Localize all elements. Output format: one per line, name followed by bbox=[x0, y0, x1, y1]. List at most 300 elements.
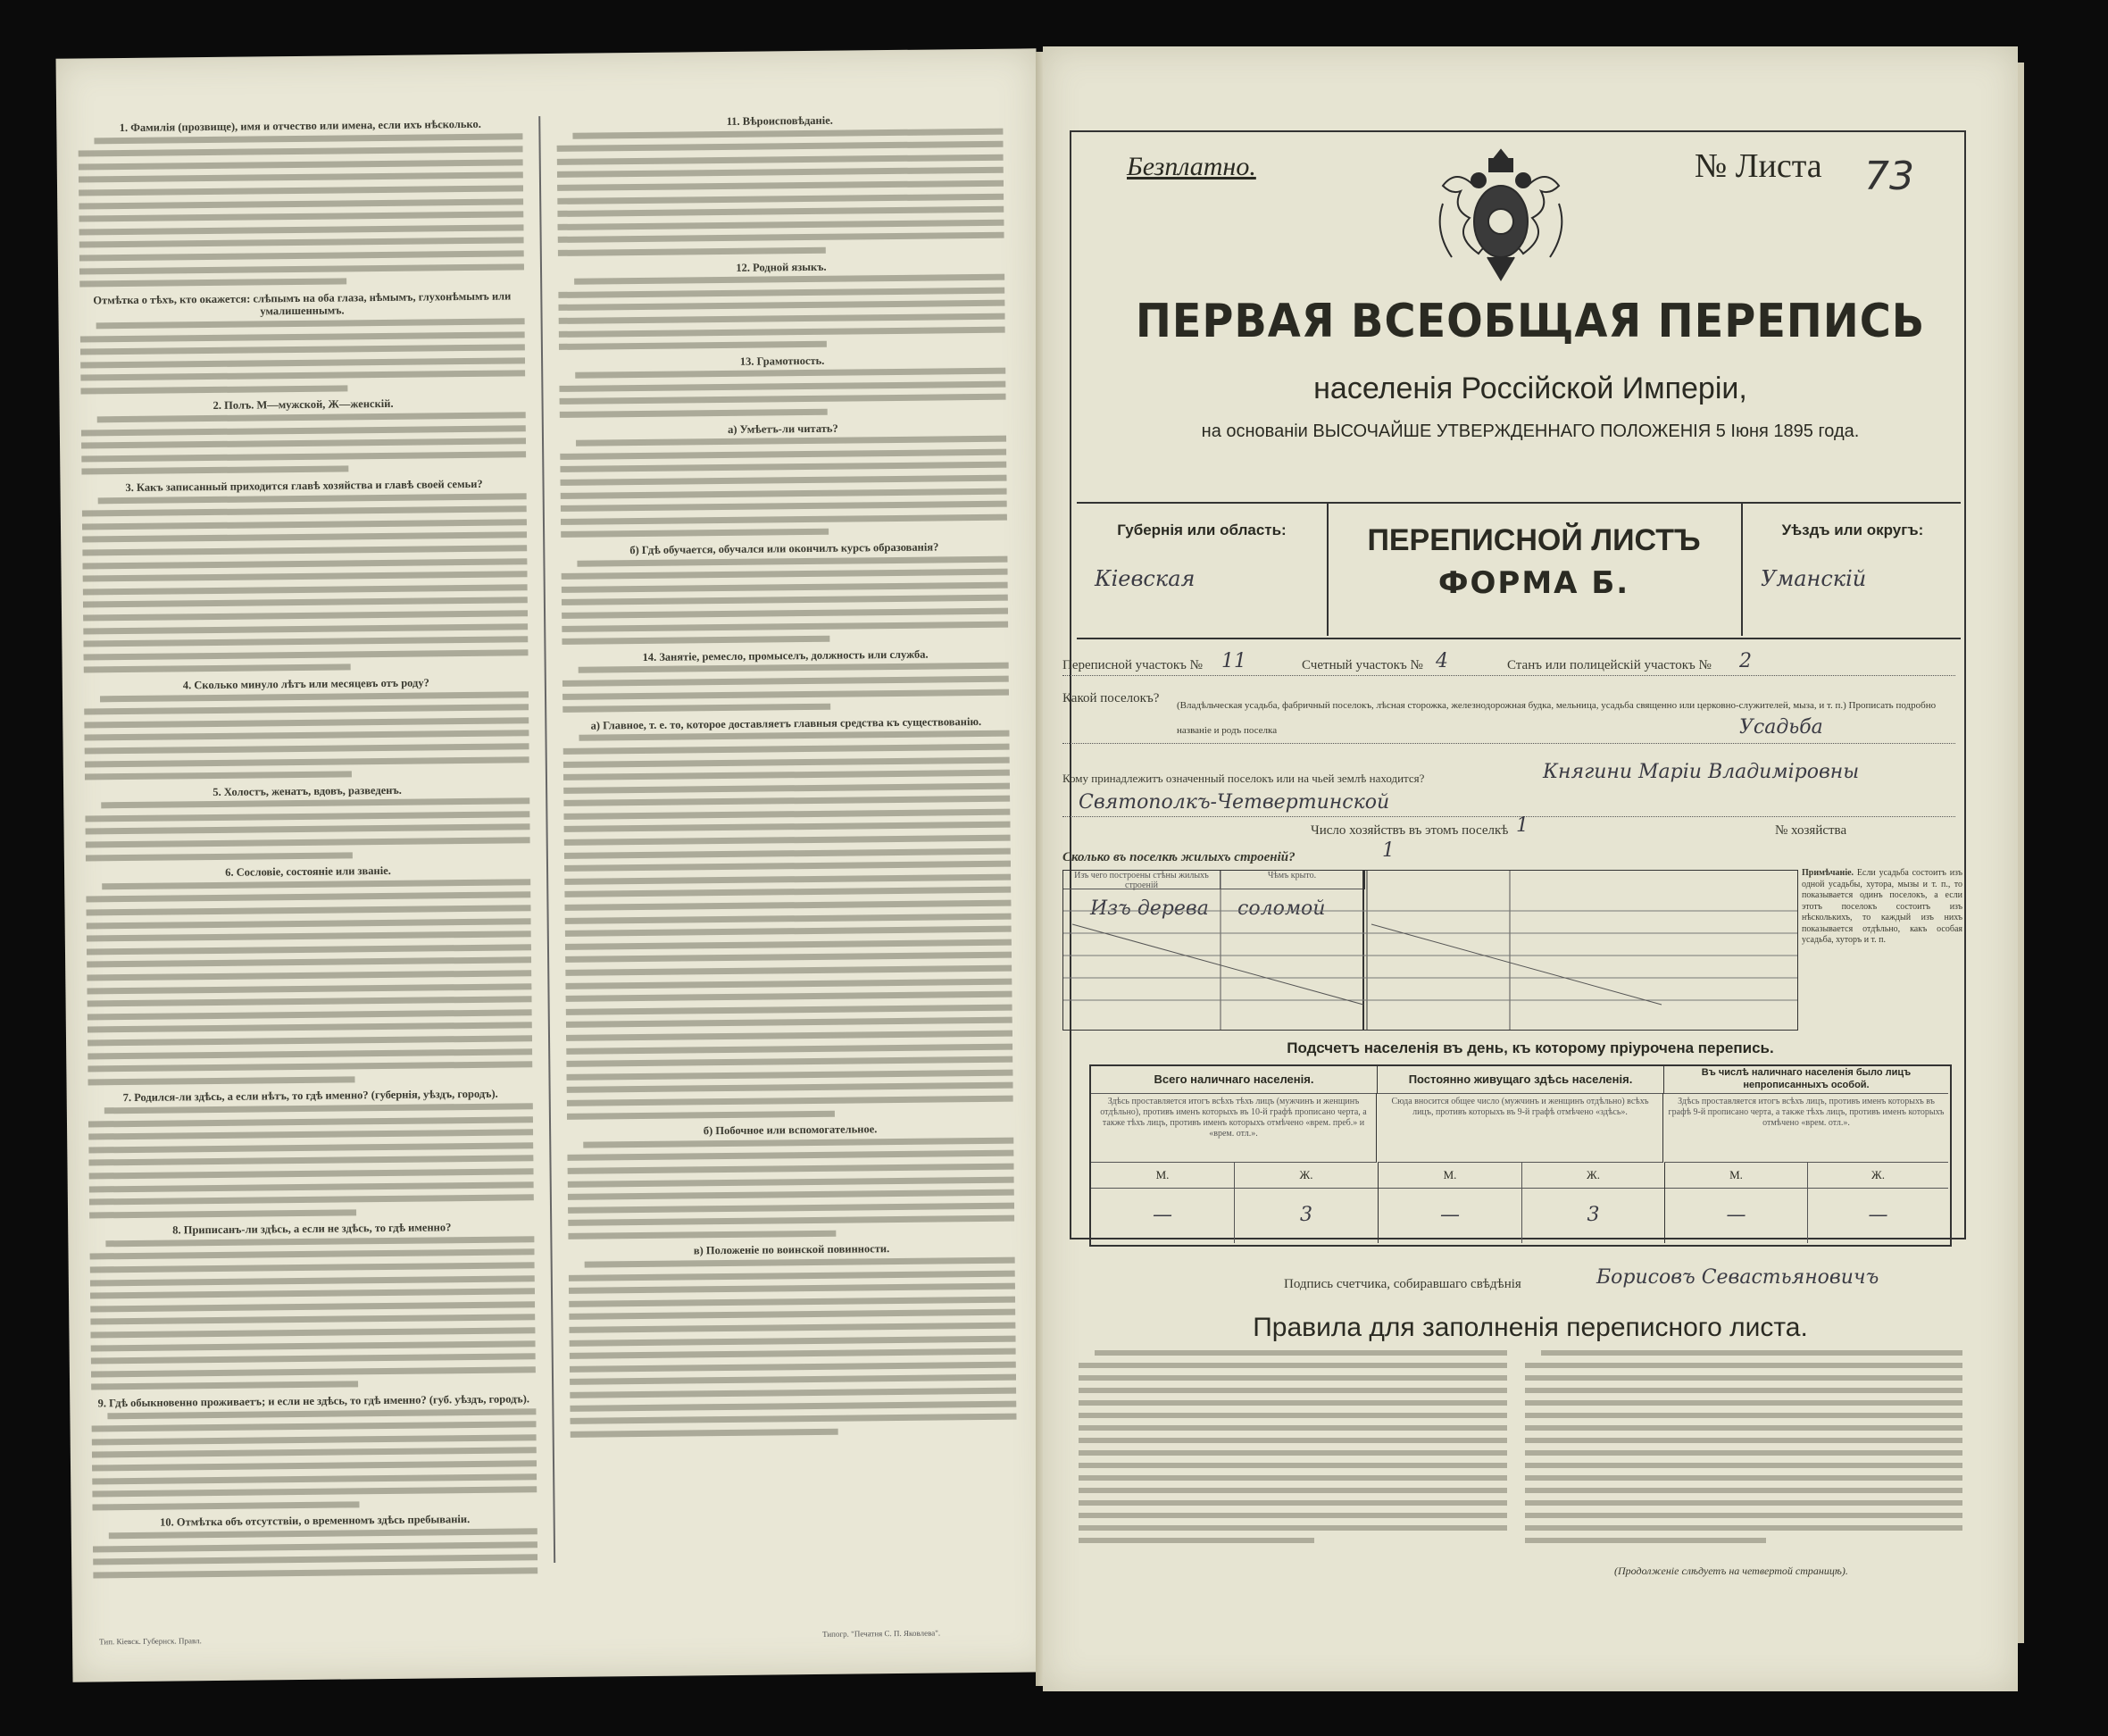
instruction-heading: б) Побочное или вспомогательное. bbox=[703, 1123, 878, 1138]
owner-value-1: Княгини Маріи Владиміровны bbox=[1543, 761, 1860, 783]
fine-print-line bbox=[82, 506, 527, 517]
uezd-box bbox=[1741, 504, 1962, 636]
fine-print-line bbox=[89, 1168, 534, 1179]
sheet-type-title: ПЕРЕПИСНОЙ ЛИСТЪ bbox=[1367, 523, 1701, 557]
fine-print-line bbox=[567, 1082, 1013, 1093]
rules-column-1 bbox=[1079, 1350, 1507, 1582]
rules-fine-print-line bbox=[1079, 1463, 1507, 1468]
rules-fine-print-line bbox=[1525, 1488, 1962, 1493]
fine-print-line bbox=[563, 782, 1010, 793]
fine-print-line bbox=[91, 1353, 536, 1364]
fine-print-line bbox=[92, 1460, 537, 1471]
rules-fine-print-line bbox=[1095, 1350, 1507, 1356]
fine-print-line bbox=[84, 730, 529, 741]
rules-fine-print-line bbox=[1525, 1388, 1962, 1393]
note-block bbox=[1802, 868, 1962, 947]
settlement-dotted-line bbox=[1062, 743, 1955, 744]
rules-fine-print-line bbox=[1525, 1400, 1962, 1406]
fine-print-line bbox=[569, 1309, 1015, 1320]
rules-fine-print-line bbox=[1525, 1413, 1962, 1418]
fine-print-line bbox=[98, 493, 538, 504]
rules-fine-print-line bbox=[1079, 1363, 1507, 1368]
fine-print-line bbox=[92, 1434, 537, 1445]
rules-fine-print-line bbox=[1079, 1425, 1507, 1431]
fine-print-line bbox=[568, 1176, 1014, 1187]
fine-print-line bbox=[557, 193, 1004, 204]
col-head-present: Всего наличнаго населенія. bbox=[1091, 1066, 1378, 1094]
fine-print-line bbox=[564, 873, 1011, 884]
fine-print-line bbox=[559, 341, 827, 350]
fine-print-line bbox=[561, 529, 829, 538]
fine-print-line bbox=[87, 918, 531, 929]
stan-label: Станъ или полицейскій участокъ № bbox=[1507, 658, 1712, 672]
fine-print-line bbox=[559, 313, 1005, 324]
left-page bbox=[56, 48, 1054, 1682]
fine-print-line bbox=[567, 1096, 1013, 1106]
free-of-charge-label: Безплатно. bbox=[1127, 152, 1256, 181]
uezd-label: Уѣздъ или округъ: bbox=[1781, 522, 1924, 538]
fine-print-line bbox=[557, 219, 1004, 230]
fine-print-line bbox=[557, 206, 1004, 217]
fine-print-line bbox=[79, 211, 523, 221]
fine-print-line bbox=[570, 1335, 1016, 1346]
fine-print-line bbox=[84, 717, 529, 728]
fine-print-line bbox=[80, 385, 347, 394]
fine-print-line bbox=[92, 1473, 537, 1484]
rules-column-2 bbox=[1525, 1350, 1962, 1556]
fine-print-line bbox=[79, 185, 523, 196]
printer-imprint-left: Тип. Кіевск. Губернск. Правл. bbox=[99, 1636, 202, 1647]
signature-label: Подпись счетчика, собиравшаго свѣдѣнія bbox=[1284, 1277, 1521, 1291]
census-district-value: 11 bbox=[1221, 650, 1246, 672]
owner-dotted-line bbox=[1062, 816, 1955, 817]
fine-print-line bbox=[558, 287, 1004, 297]
fine-print-line bbox=[82, 532, 527, 543]
rules-fine-print-line bbox=[1525, 1475, 1962, 1481]
rules-fine-print-line bbox=[1079, 1525, 1507, 1531]
fine-print-line bbox=[79, 279, 346, 288]
fine-print-line bbox=[563, 756, 1010, 767]
rules-fine-print-line bbox=[1079, 1438, 1507, 1443]
rules-fine-print-line bbox=[1079, 1375, 1507, 1381]
fine-print-line bbox=[104, 1103, 538, 1114]
fine-print-line bbox=[94, 133, 537, 144]
fine-print-line bbox=[97, 412, 538, 422]
fine-print-line bbox=[564, 887, 1011, 897]
fine-print-line bbox=[107, 1408, 537, 1419]
fine-print-line bbox=[90, 1249, 535, 1260]
fine-print-line bbox=[81, 438, 526, 449]
fine-print-line bbox=[559, 381, 1005, 392]
instruction-heading: в) Положеніе по воинской повинности. bbox=[693, 1242, 890, 1257]
fine-print-line bbox=[90, 1301, 535, 1312]
instruction-heading: 5. Холостъ, женатъ, вдовъ, разведенъ. bbox=[212, 783, 402, 798]
fine-print-line bbox=[87, 1035, 532, 1046]
population-count-title: Подсчетъ населенія въ день, къ которому пріурочена перепись. bbox=[1287, 1039, 1774, 1056]
fine-print-line bbox=[565, 913, 1012, 923]
fine-print-line bbox=[79, 250, 524, 261]
instruction-heading: Отмѣтка о тѣхъ, кто окажется: слѣпымъ на оба глаза, нѣмымъ, глухонѣмымъ или умалишеннымъ. bbox=[93, 289, 512, 318]
stan-value: 2 bbox=[1739, 650, 1752, 672]
fine-print-line bbox=[93, 1541, 537, 1552]
fine-print-line bbox=[585, 1256, 1019, 1267]
fine-print-line bbox=[570, 1400, 1016, 1411]
fine-print-line bbox=[91, 1366, 536, 1377]
rules-fine-print-line bbox=[1079, 1488, 1507, 1493]
fine-print-line bbox=[563, 796, 1010, 806]
building-row-1-roof: соломой bbox=[1237, 897, 1326, 920]
fine-print-line bbox=[83, 649, 528, 660]
fine-print-line bbox=[82, 558, 527, 569]
fine-print-line bbox=[562, 621, 1008, 631]
fine-print-line bbox=[558, 247, 826, 256]
fine-print-line bbox=[79, 172, 523, 183]
fine-print-line bbox=[102, 879, 537, 889]
fine-print-line bbox=[570, 1388, 1016, 1398]
fine-print-line bbox=[567, 1110, 835, 1119]
fine-print-line bbox=[92, 1486, 537, 1497]
fine-print-line bbox=[89, 1181, 534, 1192]
fine-print-line bbox=[86, 837, 530, 847]
fine-print-line bbox=[93, 1581, 537, 1582]
double-headed-eagle-emblem bbox=[1425, 141, 1577, 293]
fine-print-line bbox=[86, 852, 353, 861]
fine-print-line bbox=[83, 584, 528, 595]
fine-print-line bbox=[566, 991, 1012, 1002]
fine-print-line bbox=[569, 1283, 1015, 1294]
fine-print-line bbox=[79, 146, 523, 157]
fine-print-line bbox=[577, 555, 1018, 566]
fine-print-line bbox=[87, 931, 531, 941]
fine-print-line bbox=[575, 368, 1018, 379]
fine-print-line bbox=[563, 744, 1010, 755]
rules-fine-print-line bbox=[1079, 1538, 1314, 1543]
fine-print-line bbox=[570, 1348, 1016, 1359]
f-label-1: Ж. bbox=[1235, 1163, 1379, 1189]
fine-print-line bbox=[563, 770, 1010, 780]
fine-print-line bbox=[88, 1116, 533, 1127]
rules-fine-print-line bbox=[1079, 1513, 1507, 1518]
fine-print-line bbox=[83, 597, 528, 608]
fine-print-line bbox=[79, 263, 524, 274]
fine-print-line bbox=[576, 436, 1018, 447]
fine-print-line bbox=[563, 809, 1010, 820]
instruction-heading: 14. Занятіе, ремесло, промыселъ, должность или служба. bbox=[642, 647, 929, 664]
fine-print-line bbox=[558, 232, 1004, 243]
fine-print-line bbox=[562, 676, 1009, 687]
fine-print-line bbox=[83, 610, 528, 621]
fine-print-line bbox=[86, 892, 530, 903]
fine-print-line bbox=[561, 488, 1007, 498]
fine-print-line bbox=[79, 159, 523, 170]
col-desc-nonresident: Здѣсь проставляется итогъ всѣхъ лицъ, противъ именъ которыхъ въ графѣ 9-й прописано черта, а также тѣхъ лицъ, противъ именъ которыхъ отмѣчено «врем. отл.». bbox=[1664, 1093, 1948, 1163]
fine-print-line bbox=[85, 771, 352, 780]
fine-print-line bbox=[571, 1428, 838, 1437]
fine-print-line bbox=[81, 466, 348, 475]
fine-print-line bbox=[568, 1189, 1014, 1200]
fine-print-line bbox=[96, 318, 538, 329]
fine-print-line bbox=[568, 1215, 1014, 1226]
nonresident-m-value: — bbox=[1665, 1188, 1808, 1243]
instruction-heading: 11. Вѣроисповѣданіе. bbox=[726, 113, 833, 128]
fine-print-line bbox=[82, 519, 527, 530]
buildings-table-head-roof: Чѣмъ крыто. bbox=[1221, 871, 1365, 889]
fine-print-line bbox=[579, 730, 1018, 741]
fine-print-line bbox=[564, 900, 1011, 911]
rules-fine-print-line bbox=[1079, 1475, 1507, 1481]
settlement-hint: (Владѣльческая усадьба, фабричный поселокъ, лѣсная сторожка, железнодорожная будка, мельница, усадьба священно или церковно-служителей, мыза, и т. п.) Прописать подробно названіе и родъ поселка bbox=[1177, 700, 1937, 736]
signature-value: Борисовъ Севастьяновичъ bbox=[1596, 1266, 1879, 1289]
note-text: Если усадьба состоитъ изъ одной усадьбы, хутора, мызы и т. п., то показывается одинъ поселокъ, а если этотъ поселокъ состоитъ изъ нѣсколькихъ, то каждый изъ нихъ показывается отдѣльно, какъ особая усадьба, хуторъ и т. п. bbox=[1802, 868, 1963, 945]
census-form-page bbox=[1043, 46, 2018, 1691]
gubernia-box bbox=[1077, 504, 1329, 636]
buildings-table-head-walls: Изъ чего построены стѣны жилыхъ строеній bbox=[1063, 871, 1221, 889]
fine-print-line bbox=[86, 824, 530, 835]
instruction-heading: 9. Гдѣ обыкновенно проживаетъ; и если не здѣсь, то гдѣ именно? (губ. уѣздъ, городъ). bbox=[97, 1392, 530, 1410]
instruction-heading: 3. Какъ записанный приходится главѣ хозяйства и главѣ своей семьи? bbox=[125, 477, 483, 495]
form-b-label: ФОРМА Б. bbox=[1437, 565, 1630, 601]
fine-print-line bbox=[562, 595, 1008, 605]
instruction-heading: а) Умѣетъ-ли читать? bbox=[727, 421, 838, 436]
fine-print-line bbox=[90, 1275, 535, 1286]
instruction-heading: а) Главное, т. е. то, которое доставляетъ главныя средства къ существованію. bbox=[590, 714, 982, 732]
sheet-number-value: 73 bbox=[1864, 154, 1914, 199]
fine-print-line bbox=[89, 1194, 534, 1205]
fine-print-line bbox=[566, 1017, 1012, 1028]
rules-fine-print-line bbox=[1525, 1425, 1962, 1431]
note-title: Примѣчаніе. bbox=[1802, 868, 1854, 878]
fine-print-line bbox=[79, 224, 524, 235]
col-desc-permanent: Сюда вносится общее число (мужчинъ и женщинъ отдѣльно) всѣхъ лицъ, противъ которыхъ въ 9-й графѣ отмѣчено «здѣсь». bbox=[1378, 1093, 1663, 1163]
fine-print-line bbox=[560, 475, 1006, 486]
gubernia-label: Губернія или область: bbox=[1117, 522, 1287, 538]
fine-print-line bbox=[564, 822, 1011, 832]
rules-fine-print-line bbox=[1525, 1463, 1962, 1468]
fine-print-line bbox=[84, 704, 529, 714]
fine-print-line bbox=[93, 1567, 537, 1578]
col-head-nonresident: Въ числѣ наличнаго населенія было лицъ непрописанныхъ особой. bbox=[1664, 1066, 1948, 1094]
fine-print-line bbox=[567, 1150, 1013, 1161]
fine-print-line bbox=[80, 371, 525, 381]
fine-print-line bbox=[87, 1009, 532, 1020]
fine-print-line bbox=[91, 1340, 536, 1351]
present-m-value: — bbox=[1091, 1188, 1235, 1243]
fine-print-line bbox=[101, 797, 537, 808]
present-f-value: 3 bbox=[1235, 1188, 1379, 1243]
fine-print-line bbox=[87, 1076, 354, 1085]
permanent-m-value: — bbox=[1379, 1188, 1522, 1243]
fine-print-line bbox=[566, 1043, 1012, 1054]
households-value: 1 bbox=[1516, 814, 1529, 837]
fine-print-line bbox=[87, 996, 532, 1006]
form-subtitle: населенія Россійской Имперіи, bbox=[1313, 371, 1747, 405]
sheet-number-label: № Листа bbox=[1695, 147, 1822, 185]
fine-print-line bbox=[83, 623, 528, 634]
fine-print-line bbox=[562, 581, 1008, 592]
instructions-column-2 bbox=[556, 108, 1018, 1577]
fine-print-line bbox=[100, 691, 537, 702]
fine-print-line bbox=[557, 154, 1004, 164]
instruction-heading: 7. Родился-ли здѣсь, а если нѣтъ, то гдѣ именно? (губернія, уѣздъ, городъ). bbox=[122, 1088, 498, 1105]
fine-print-line bbox=[87, 957, 531, 968]
fine-print-line bbox=[90, 1315, 535, 1325]
fine-print-line bbox=[568, 1231, 836, 1239]
fine-print-line bbox=[565, 965, 1012, 976]
rules-fine-print-line bbox=[1525, 1500, 1962, 1506]
fine-print-line bbox=[87, 1022, 532, 1033]
fine-print-line bbox=[80, 357, 525, 368]
fine-print-line bbox=[579, 663, 1019, 673]
buildings-value: 1 bbox=[1382, 839, 1395, 862]
buildings-label: Сколько въ поселкѣ жилыхъ строеній? bbox=[1062, 850, 1296, 864]
fine-print-line bbox=[93, 1554, 537, 1565]
fine-print-line bbox=[569, 1323, 1015, 1333]
fine-print-line bbox=[562, 569, 1008, 580]
fine-print-line bbox=[87, 1048, 532, 1059]
settlement-label: Какой поселокъ? bbox=[1062, 691, 1160, 705]
fine-print-line bbox=[84, 664, 351, 673]
instruction-heading: 6. Сословіе, состояніе или званіе. bbox=[225, 864, 391, 880]
fine-print-line bbox=[557, 180, 1004, 191]
fine-print-line bbox=[570, 1361, 1016, 1372]
building-row-1-walls: Изъ дерева bbox=[1090, 897, 1209, 920]
fine-print-line bbox=[566, 1069, 1012, 1080]
fine-print-line bbox=[562, 704, 830, 713]
fine-print-line bbox=[569, 1270, 1015, 1281]
fine-print-line bbox=[568, 1164, 1014, 1174]
rules-fine-print-line bbox=[1525, 1525, 1962, 1531]
fine-print-line bbox=[81, 451, 526, 462]
household-number-label: № хозяйства bbox=[1775, 823, 1847, 838]
rules-fine-print-line bbox=[1079, 1388, 1507, 1393]
rules-fine-print-line bbox=[1525, 1438, 1962, 1443]
printer-imprint-right: Типогр. "Печатня С. П. Яковлева". bbox=[821, 1628, 941, 1639]
households-label: Число хозяйствъ въ этомъ поселкѣ bbox=[1311, 823, 1509, 838]
fine-print-line bbox=[560, 394, 1006, 405]
fine-print-line bbox=[92, 1448, 537, 1458]
fine-print-line bbox=[562, 636, 829, 645]
rules-fine-print-line bbox=[1079, 1450, 1507, 1456]
fine-print-line bbox=[89, 1209, 356, 1218]
fine-print-line bbox=[566, 1004, 1012, 1014]
population-count-table bbox=[1089, 1064, 1952, 1247]
legal-basis: на основаніи ВЫСОЧАЙШЕ УТВЕРЖДЕННАГО ПОЛОЖЕНІЯ 5 Іюня 1895 года. bbox=[1201, 421, 1860, 441]
rules-fine-print-line bbox=[1525, 1538, 1766, 1543]
fine-print-line bbox=[87, 970, 531, 981]
counting-district-label: Счетный участокъ № bbox=[1302, 658, 1423, 672]
instructions-column-1 bbox=[78, 113, 537, 1582]
rules-fine-print-line bbox=[1079, 1500, 1507, 1506]
fine-print-line bbox=[90, 1327, 535, 1338]
fine-print-line bbox=[570, 1374, 1016, 1385]
fine-print-line bbox=[564, 835, 1011, 846]
fine-print-line bbox=[565, 939, 1012, 949]
buildings-table-grid bbox=[1063, 871, 1797, 1030]
fine-print-line bbox=[79, 198, 523, 209]
fine-print-line bbox=[583, 1137, 1018, 1148]
fine-print-line bbox=[88, 1129, 533, 1139]
fine-print-line bbox=[562, 608, 1008, 619]
m-label-2: М. bbox=[1379, 1163, 1522, 1189]
instruction-heading: 1. Фамилія (прозвище), имя и отчество или имена, если ихъ нѣсколько. bbox=[119, 117, 481, 135]
rules-fine-print-line bbox=[1525, 1450, 1962, 1456]
counting-district-value: 4 bbox=[1436, 650, 1448, 672]
fine-print-line bbox=[85, 811, 529, 822]
fine-print-line bbox=[109, 1528, 538, 1539]
owner-label: Кому принадлежитъ означенный поселокъ или на чьей землѣ находится? bbox=[1062, 772, 1425, 785]
gubernia-value: Кіевская bbox=[1095, 566, 1196, 591]
instruction-heading: 13. Грамотность. bbox=[739, 354, 825, 368]
col-head-permanent: Постоянно живущаго здѣсь населенія. bbox=[1378, 1066, 1664, 1094]
fine-print-line bbox=[81, 425, 526, 436]
rules-fine-print-line bbox=[1525, 1375, 1962, 1381]
census-district-label: Переписной участокъ № bbox=[1062, 658, 1203, 672]
fine-print-line bbox=[88, 1156, 533, 1166]
fine-print-line bbox=[559, 326, 1005, 337]
instruction-heading: б) Гдѣ обучается, обучался или окончилъ курсъ образованія? bbox=[629, 540, 939, 557]
m-label-1: М. bbox=[1091, 1163, 1235, 1189]
fine-print-line bbox=[562, 689, 1009, 699]
fine-print-line bbox=[557, 167, 1004, 178]
fine-print-line bbox=[565, 952, 1012, 963]
instruction-heading: 4. Сколько минуло лѣтъ или месяцевъ отъ роду? bbox=[182, 676, 429, 692]
permanent-f-value: 3 bbox=[1522, 1188, 1665, 1243]
form-header-row bbox=[1077, 502, 1961, 639]
form-title: ПЕРВАЯ ВСЕОБЩАЯ ПЕРЕПИСЬ bbox=[1135, 295, 1926, 348]
fine-print-line bbox=[85, 756, 529, 767]
fine-print-line bbox=[561, 501, 1007, 512]
fine-print-line bbox=[82, 545, 527, 555]
nonresident-f-value: — bbox=[1868, 1204, 1888, 1226]
instruction-heading: 10. Отмѣтка объ отсутствіи, о временномъ здѣсь пребываніи. bbox=[160, 1513, 471, 1530]
rules-fine-print-line bbox=[1079, 1413, 1507, 1418]
sheet-type-box bbox=[1329, 504, 1739, 601]
m-label-3: М. bbox=[1665, 1163, 1808, 1189]
fine-print-line bbox=[90, 1289, 535, 1299]
fine-print-line bbox=[564, 861, 1011, 872]
fine-print-line bbox=[87, 1061, 532, 1072]
fine-print-line bbox=[105, 1236, 537, 1247]
rules-fine-print-line bbox=[1079, 1400, 1507, 1406]
fine-print-line bbox=[92, 1421, 537, 1431]
fine-print-line bbox=[570, 1414, 1016, 1424]
fine-print-line bbox=[566, 1031, 1012, 1041]
fine-print-line bbox=[560, 462, 1006, 472]
fine-print-line bbox=[564, 847, 1011, 858]
column-divider bbox=[538, 116, 555, 1563]
fine-print-line bbox=[557, 141, 1004, 152]
district-dotted-line bbox=[1062, 675, 1955, 676]
fine-print-line bbox=[560, 449, 1006, 460]
f-label-2: Ж. bbox=[1522, 1163, 1665, 1189]
fine-print-line bbox=[568, 1202, 1014, 1213]
fine-print-line bbox=[561, 513, 1007, 524]
fine-print-line bbox=[560, 409, 828, 418]
instruction-heading: 2. Полъ. М—мужской, Ж—женскій. bbox=[212, 397, 394, 413]
continued-note: (Продолженіе слѣдуетъ на четвертой страницѣ). bbox=[1614, 1565, 1848, 1577]
fine-print-line bbox=[85, 743, 529, 754]
rules-fine-print-line bbox=[1525, 1513, 1962, 1518]
rules-fine-print-line bbox=[1541, 1350, 1962, 1356]
fine-print-line bbox=[83, 636, 528, 647]
fine-print-line bbox=[79, 238, 524, 248]
fine-print-line bbox=[80, 344, 525, 355]
fine-print-line bbox=[87, 944, 531, 955]
fine-print-line bbox=[565, 926, 1012, 937]
buildings-table bbox=[1062, 870, 1798, 1031]
instruction-heading: 12. Родной языкъ. bbox=[736, 260, 827, 274]
fine-print-line bbox=[558, 300, 1004, 311]
